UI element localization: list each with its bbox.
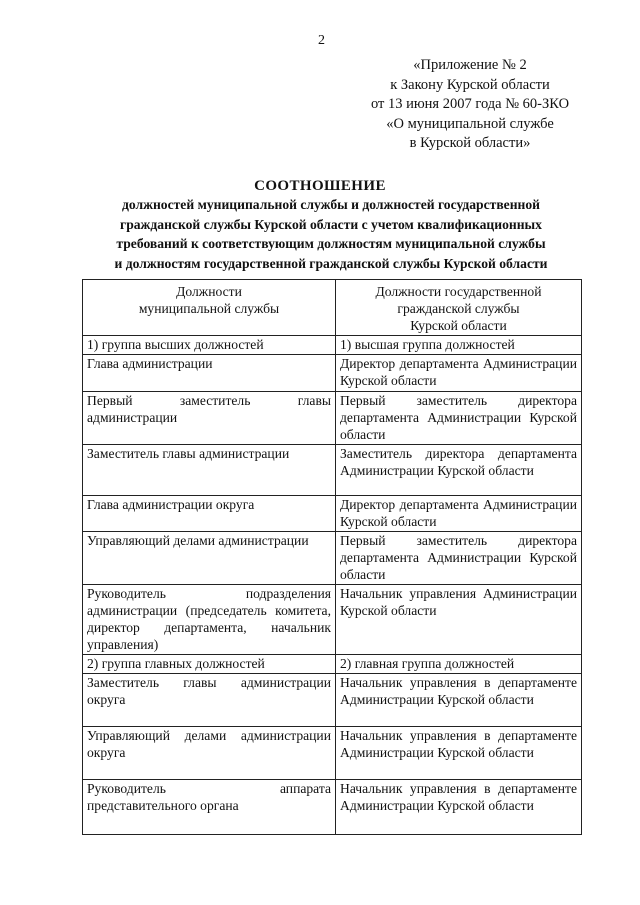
subtitle-line: гражданской службы Курской области с учетом квалификационных bbox=[120, 216, 542, 232]
state-position-cell: 1) высшая группа должностей bbox=[336, 336, 582, 355]
header-text: гражданской службы bbox=[397, 301, 520, 316]
municipal-position-cell: Заместитель главы администрации округа bbox=[83, 674, 336, 727]
state-position-cell: Начальник управления в департаменте Администрации Курской области bbox=[336, 780, 582, 835]
header-municipal-positions bbox=[83, 280, 336, 336]
appendix-reference bbox=[360, 56, 580, 154]
header-text: Должности государственной bbox=[375, 284, 542, 299]
subtitle-line: требований к соответствующим должностям муниципальной службы bbox=[116, 236, 546, 251]
document-title: СООТНОШЕНИЕ bbox=[254, 178, 386, 194]
municipal-position-cell: Управляющий делами администрации bbox=[83, 532, 336, 585]
municipal-position-cell: Заместитель главы администрации bbox=[83, 445, 336, 496]
table-row bbox=[83, 496, 582, 532]
table-row bbox=[83, 780, 582, 835]
state-position-cell: Заместитель директора департамента Администрации Курской области bbox=[336, 445, 582, 496]
table-row bbox=[83, 674, 582, 727]
state-position-cell: Первый заместитель директора департамента Администрации Курской области bbox=[336, 532, 582, 585]
state-position-cell: Начальник управления Администрации Курской области bbox=[336, 585, 582, 655]
state-position-cell: Первый заместитель директора департамента Администрации Курской области bbox=[336, 392, 582, 445]
table-row bbox=[83, 585, 582, 655]
table-row bbox=[83, 655, 582, 674]
municipal-position-cell: Руководитель подразделения администрации (председатель комитета, директор департамента, начальник управления) bbox=[83, 585, 336, 655]
page-number: 2 bbox=[318, 33, 325, 48]
subtitle-line: и должностям государственной гражданской службы Курской области bbox=[114, 255, 548, 271]
appendix-line: «О муниципальной службе bbox=[386, 115, 554, 132]
header-text: Должности bbox=[176, 284, 242, 299]
subtitle-line: должностей муниципальной службы и должностей государственной bbox=[121, 197, 540, 212]
state-position-cell: Начальник управления в департаменте Администрации Курской области bbox=[336, 727, 582, 780]
municipal-position-cell: Управляющий делами администрации округа bbox=[83, 727, 336, 780]
positions-correspondence-table bbox=[82, 279, 582, 835]
municipal-position-cell: 1) группа высших должностей bbox=[83, 336, 336, 355]
state-position-cell: 2) главная группа должностей bbox=[336, 655, 582, 674]
municipal-position-cell: Глава администрации округа bbox=[83, 496, 336, 532]
appendix-line: в Курской области» bbox=[409, 135, 531, 151]
table-row bbox=[83, 336, 582, 355]
table-row bbox=[83, 727, 582, 780]
header-text: Курской области bbox=[410, 318, 507, 333]
header-state-positions bbox=[336, 280, 582, 336]
state-position-cell: Начальник управления в департаменте Администрации Курской области bbox=[336, 674, 582, 727]
appendix-line: к Закону Курской области bbox=[390, 76, 550, 93]
state-position-cell: Директор департамента Администрации Курской области bbox=[336, 355, 582, 392]
appendix-line: от 13 июня 2007 года № 60-ЗКО bbox=[370, 96, 570, 112]
document-subtitle bbox=[78, 195, 584, 273]
municipal-position-cell: Глава администрации bbox=[83, 355, 336, 392]
municipal-position-cell: Первый заместитель главы администрации bbox=[83, 392, 336, 445]
table-row bbox=[83, 392, 582, 445]
municipal-position-cell: 2) группа главных должностей bbox=[83, 655, 336, 674]
state-position-cell: Директор департамента Администрации Курской области bbox=[336, 496, 582, 532]
municipal-position-cell: Руководитель аппарата представительного органа bbox=[83, 780, 336, 835]
appendix-line: «Приложение № 2 bbox=[413, 57, 527, 73]
header-text: муниципальной службы bbox=[138, 301, 280, 316]
table-header-row bbox=[83, 280, 582, 336]
table-row bbox=[83, 445, 582, 496]
table-row bbox=[83, 355, 582, 392]
table-row bbox=[83, 532, 582, 585]
